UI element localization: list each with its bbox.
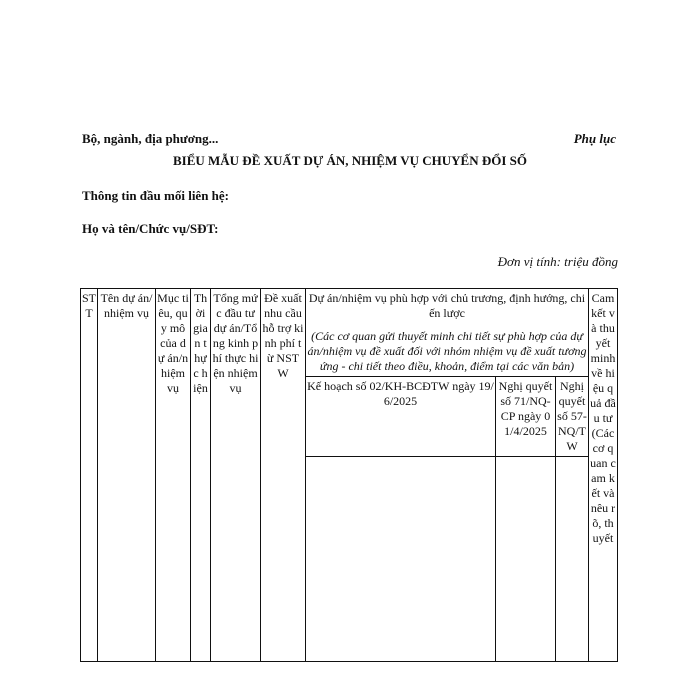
col-duration: Thời gian thực hiện — [191, 289, 211, 662]
alignment-note: (Các cơ quan gửi thuyết minh chi tiết sự phù hợp của dự án/nhiệm vụ đề xuất đối với nhóm nhiệm vụ đề xuất tương ứng - chi tiết theo điều, khoản, điểm tại các văn bản) — [307, 329, 587, 373]
col-objective: Mục tiêu, quy mô của dự án/nhiệm vụ — [156, 289, 191, 662]
cell-empty — [556, 457, 589, 662]
col-resolution-71: Nghị quyết số 71/NQ-CP ngày 01/4/2025 — [496, 377, 556, 457]
col-plan-02: Kế hoạch số 02/KH-BCĐTW ngày 19/6/2025 — [306, 377, 496, 457]
form-title: BIỂU MẪU ĐỀ XUẤT DỰ ÁN, NHIỆM VỤ CHUYỂN ĐỔI SỐ — [172, 153, 528, 168]
alignment-title: Dự án/nhiệm vụ phù hợp với chủ trương, định hướng, chiến lược — [308, 291, 586, 320]
contact-info-label: Thông tin đầu mối liên hệ: — [82, 188, 230, 203]
currency-unit-label: Đơn vị tính: triệu đồng — [497, 254, 618, 269]
col-name: Tên dự án/nhiệm vụ — [98, 289, 156, 662]
cell-empty — [306, 457, 496, 662]
col-resolution-57: Nghị quyết số 57-NQ/TW — [556, 377, 589, 457]
col-alignment — [306, 289, 589, 377]
col-ntw-support: Đề xuất nhu cầu hỗ trợ kinh phí từ NSTW — [261, 289, 306, 662]
person-info-label: Họ và tên/Chức vụ/SĐT: — [82, 221, 219, 236]
col-stt: STT — [81, 289, 98, 662]
col-commitment: Cam kết và thuyết minh về hiệu quả đầu tư (Các cơ quan cam kết và nêu rõ, thuyết — [589, 289, 618, 662]
proposal-table — [80, 288, 618, 662]
col-total-investment: Tổng mức đầu tư dự án/Tổng kinh phí thực hiện nhiệm vụ — [211, 289, 261, 662]
table-header-row — [81, 289, 618, 377]
ministry-label: Bộ, ngành, địa phương... — [82, 131, 219, 146]
cell-empty — [496, 457, 556, 662]
appendix-label: Phụ lục — [573, 131, 616, 146]
